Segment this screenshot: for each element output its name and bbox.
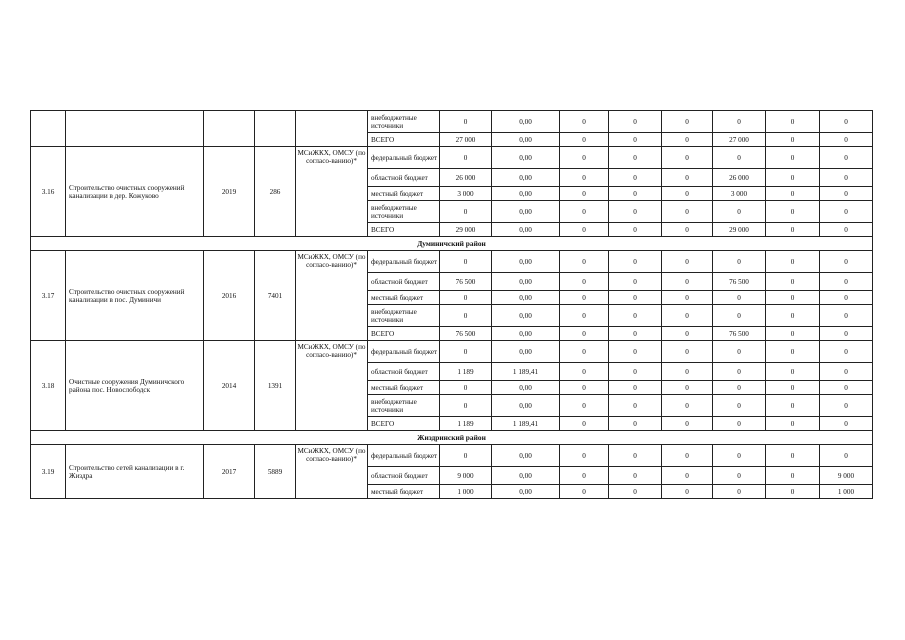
amount-cell: 0 (440, 251, 492, 273)
amount-cell: 0 (820, 187, 873, 201)
project-number: 3.18 (31, 341, 66, 431)
project-name: Строительство сетей канализации в г. Жиздра (66, 445, 204, 499)
funding-source: внебюджетные источники (368, 305, 440, 327)
amount-cell: 0 (662, 445, 713, 467)
amount-cell: 0 (560, 485, 609, 499)
amount-cell: 1 189,41 (492, 363, 560, 381)
amount-cell: 1 189,41 (492, 417, 560, 431)
amount-cell: 0,00 (492, 485, 560, 499)
amount-cell: 9 000 (440, 467, 492, 485)
amount-cell: 0 (440, 147, 492, 169)
amount-cell: 0 (609, 223, 662, 237)
amount-cell: 0 (713, 485, 766, 499)
project-year: 2014 (204, 341, 255, 431)
amount-cell: 0 (560, 395, 609, 417)
project-year (204, 111, 255, 147)
amount-cell: 0 (440, 111, 492, 133)
amount-cell: 0 (713, 395, 766, 417)
amount-cell: 0 (766, 223, 820, 237)
amount-cell: 0 (713, 381, 766, 395)
amount-cell: 0 (609, 363, 662, 381)
amount-cell: 0 (820, 291, 873, 305)
amount-cell: 0 (713, 291, 766, 305)
amount-cell: 0,00 (492, 327, 560, 341)
amount-cell: 0 (560, 305, 609, 327)
amount-cell: 0,00 (492, 381, 560, 395)
amount-cell: 0 (609, 133, 662, 147)
amount-cell: 29 000 (713, 223, 766, 237)
funding-source: федеральный бюджет (368, 445, 440, 467)
project-code: 1391 (255, 341, 296, 431)
amount-cell: 9 000 (820, 467, 873, 485)
amount-cell: 0 (713, 305, 766, 327)
amount-cell: 0 (440, 445, 492, 467)
project-year: 2017 (204, 445, 255, 499)
amount-cell: 0 (560, 341, 609, 363)
table-row (31, 147, 873, 169)
amount-cell: 0 (766, 251, 820, 273)
amount-cell: 29 000 (440, 223, 492, 237)
amount-cell: 0 (609, 291, 662, 305)
amount-cell: 0 (662, 381, 713, 395)
project-name: Строительство очистных сооружений канализации в дер. Кожуково (66, 147, 204, 237)
amount-cell: 0 (766, 169, 820, 187)
amount-cell: 0 (766, 147, 820, 169)
amount-cell: 0 (609, 187, 662, 201)
amount-cell: 0 (713, 417, 766, 431)
amount-cell: 0 (820, 381, 873, 395)
amount-cell: 0 (560, 111, 609, 133)
amount-cell: 0 (560, 363, 609, 381)
amount-cell: 1 189 (440, 417, 492, 431)
amount-cell: 0 (713, 251, 766, 273)
amount-cell: 0 (766, 467, 820, 485)
amount-cell: 0 (766, 395, 820, 417)
amount-cell: 76 500 (440, 273, 492, 291)
amount-cell: 0 (766, 291, 820, 305)
amount-cell: 0 (662, 111, 713, 133)
amount-cell: 0 (766, 417, 820, 431)
amount-cell: 0,00 (492, 445, 560, 467)
section-title: Думиничский район (31, 237, 873, 251)
amount-cell: 0,00 (492, 467, 560, 485)
amount-cell: 0 (662, 201, 713, 223)
amount-cell: 0 (440, 341, 492, 363)
amount-cell: 0 (713, 147, 766, 169)
amount-cell: 0 (662, 291, 713, 305)
funding-source: областной бюджет (368, 363, 440, 381)
amount-cell: 0 (662, 467, 713, 485)
funding-source: ВСЕГО (368, 133, 440, 147)
project-number: 3.17 (31, 251, 66, 341)
funding-source: областной бюджет (368, 273, 440, 291)
amount-cell: 0 (766, 201, 820, 223)
amount-cell: 0 (820, 305, 873, 327)
project-executor (296, 111, 368, 147)
amount-cell: 0,00 (492, 133, 560, 147)
amount-cell: 0 (662, 327, 713, 341)
amount-cell: 76 500 (713, 273, 766, 291)
amount-cell: 0 (766, 381, 820, 395)
project-name: Строительство очистных сооружений канализации в пос. Думиничи (66, 251, 204, 341)
section-title: Жиздринский район (31, 431, 873, 445)
amount-cell: 0 (662, 341, 713, 363)
amount-cell: 0 (560, 133, 609, 147)
amount-cell: 0 (766, 445, 820, 467)
amount-cell: 0 (713, 445, 766, 467)
project-code: 5889 (255, 445, 296, 499)
funding-source: ВСЕГО (368, 327, 440, 341)
amount-cell: 0,00 (492, 187, 560, 201)
amount-cell: 26 000 (440, 169, 492, 187)
amount-cell: 0,00 (492, 147, 560, 169)
amount-cell: 0 (713, 363, 766, 381)
funding-source: внебюджетные источники (368, 201, 440, 223)
amount-cell: 0 (609, 381, 662, 395)
project-code (255, 111, 296, 147)
amount-cell: 0 (662, 273, 713, 291)
project-executor: МСиЖКХ, ОМСУ (по согласо-ванию)* (296, 147, 368, 237)
amount-cell: 27 000 (713, 133, 766, 147)
funding-source: внебюджетные источники (368, 395, 440, 417)
amount-cell: 0 (662, 147, 713, 169)
amount-cell: 0 (609, 341, 662, 363)
amount-cell: 0 (609, 467, 662, 485)
amount-cell: 0 (609, 445, 662, 467)
amount-cell: 0 (440, 305, 492, 327)
amount-cell: 0 (560, 291, 609, 305)
amount-cell: 0 (766, 187, 820, 201)
amount-cell: 0 (766, 363, 820, 381)
amount-cell: 0 (609, 169, 662, 187)
amount-cell: 0,00 (492, 169, 560, 187)
amount-cell: 0 (560, 223, 609, 237)
amount-cell: 0,00 (492, 251, 560, 273)
project-executor: МСиЖКХ, ОМСУ (по согласо-ванию)* (296, 341, 368, 431)
project-name: Очистные сооружения Думиничского района пос. Новослободск (66, 341, 204, 431)
funding-source: местный бюджет (368, 187, 440, 201)
amount-cell: 0 (820, 395, 873, 417)
funding-source: местный бюджет (368, 291, 440, 305)
amount-cell: 3 000 (440, 187, 492, 201)
program-table (30, 110, 873, 499)
funding-source: внебюджетные источники (368, 111, 440, 133)
amount-cell: 0 (609, 395, 662, 417)
amount-cell: 0 (662, 169, 713, 187)
project-number (31, 111, 66, 147)
project-number: 3.19 (31, 445, 66, 499)
amount-cell: 0 (820, 169, 873, 187)
amount-cell: 1 000 (440, 485, 492, 499)
amount-cell: 0 (766, 341, 820, 363)
table-row (31, 341, 873, 363)
amount-cell: 0 (662, 251, 713, 273)
amount-cell: 27 000 (440, 133, 492, 147)
amount-cell: 0 (560, 187, 609, 201)
amount-cell: 0 (560, 327, 609, 341)
amount-cell: 0 (440, 201, 492, 223)
amount-cell: 0 (440, 381, 492, 395)
amount-cell: 0,00 (492, 223, 560, 237)
amount-cell: 0 (662, 133, 713, 147)
amount-cell: 0 (609, 111, 662, 133)
amount-cell: 0 (766, 305, 820, 327)
table-row (31, 111, 873, 133)
amount-cell: 0 (820, 223, 873, 237)
amount-cell: 0 (713, 467, 766, 485)
amount-cell: 26 000 (713, 169, 766, 187)
amount-cell: 0 (713, 201, 766, 223)
amount-cell: 76 500 (713, 327, 766, 341)
project-executor: МСиЖКХ, ОМСУ (по согласо-ванию)* (296, 445, 368, 499)
amount-cell: 0 (609, 485, 662, 499)
funding-source: областной бюджет (368, 467, 440, 485)
amount-cell: 0 (662, 395, 713, 417)
amount-cell: 0,00 (492, 111, 560, 133)
amount-cell: 0,00 (492, 341, 560, 363)
amount-cell: 0,00 (492, 273, 560, 291)
project-code: 286 (255, 147, 296, 237)
project-code: 7401 (255, 251, 296, 341)
amount-cell: 0 (560, 445, 609, 467)
amount-cell: 0 (609, 417, 662, 431)
amount-cell: 0 (662, 223, 713, 237)
amount-cell: 0 (820, 201, 873, 223)
table-row (31, 445, 873, 467)
amount-cell: 0,00 (492, 291, 560, 305)
amount-cell: 0 (662, 485, 713, 499)
amount-cell: 0 (560, 201, 609, 223)
amount-cell: 0 (560, 381, 609, 395)
amount-cell: 0 (766, 327, 820, 341)
amount-cell: 0,00 (492, 201, 560, 223)
amount-cell: 0 (820, 445, 873, 467)
amount-cell: 0 (609, 273, 662, 291)
project-year: 2019 (204, 147, 255, 237)
amount-cell: 0 (820, 341, 873, 363)
amount-cell: 1 189 (440, 363, 492, 381)
amount-cell: 0 (820, 363, 873, 381)
amount-cell: 0 (820, 133, 873, 147)
amount-cell: 0 (560, 273, 609, 291)
document-page (30, 110, 872, 499)
amount-cell: 0 (820, 327, 873, 341)
project-year: 2016 (204, 251, 255, 341)
amount-cell: 0 (662, 305, 713, 327)
table-row (31, 251, 873, 273)
amount-cell: 0 (713, 341, 766, 363)
amount-cell: 0 (766, 111, 820, 133)
funding-source: местный бюджет (368, 381, 440, 395)
amount-cell: 0 (440, 291, 492, 305)
amount-cell: 0 (440, 395, 492, 417)
amount-cell: 0 (560, 467, 609, 485)
funding-source: ВСЕГО (368, 223, 440, 237)
project-number: 3.16 (31, 147, 66, 237)
amount-cell: 0 (820, 111, 873, 133)
amount-cell: 0 (766, 273, 820, 291)
funding-source: местный бюджет (368, 485, 440, 499)
amount-cell: 0 (713, 111, 766, 133)
funding-source: федеральный бюджет (368, 251, 440, 273)
project-name (66, 111, 204, 147)
funding-source: федеральный бюджет (368, 147, 440, 169)
amount-cell: 0 (560, 251, 609, 273)
amount-cell: 0,00 (492, 305, 560, 327)
amount-cell: 0 (560, 417, 609, 431)
amount-cell: 0 (560, 169, 609, 187)
amount-cell: 0 (820, 251, 873, 273)
section-row (31, 237, 873, 251)
amount-cell: 0 (609, 327, 662, 341)
project-executor: МСиЖКХ, ОМСУ (по согласо-ванию)* (296, 251, 368, 341)
funding-source: федеральный бюджет (368, 341, 440, 363)
amount-cell: 0 (766, 485, 820, 499)
amount-cell: 0 (609, 305, 662, 327)
amount-cell: 3 000 (713, 187, 766, 201)
amount-cell: 0 (609, 251, 662, 273)
amount-cell: 76 500 (440, 327, 492, 341)
funding-source: ВСЕГО (368, 417, 440, 431)
amount-cell: 0,00 (492, 395, 560, 417)
amount-cell: 0 (820, 273, 873, 291)
amount-cell: 0 (662, 187, 713, 201)
amount-cell: 0 (662, 417, 713, 431)
amount-cell: 0 (820, 147, 873, 169)
section-row (31, 431, 873, 445)
amount-cell: 1 000 (820, 485, 873, 499)
amount-cell: 0 (609, 147, 662, 169)
amount-cell: 0 (560, 147, 609, 169)
amount-cell: 0 (662, 363, 713, 381)
amount-cell: 0 (609, 201, 662, 223)
funding-source: областной бюджет (368, 169, 440, 187)
amount-cell: 0 (766, 133, 820, 147)
amount-cell: 0 (820, 417, 873, 431)
